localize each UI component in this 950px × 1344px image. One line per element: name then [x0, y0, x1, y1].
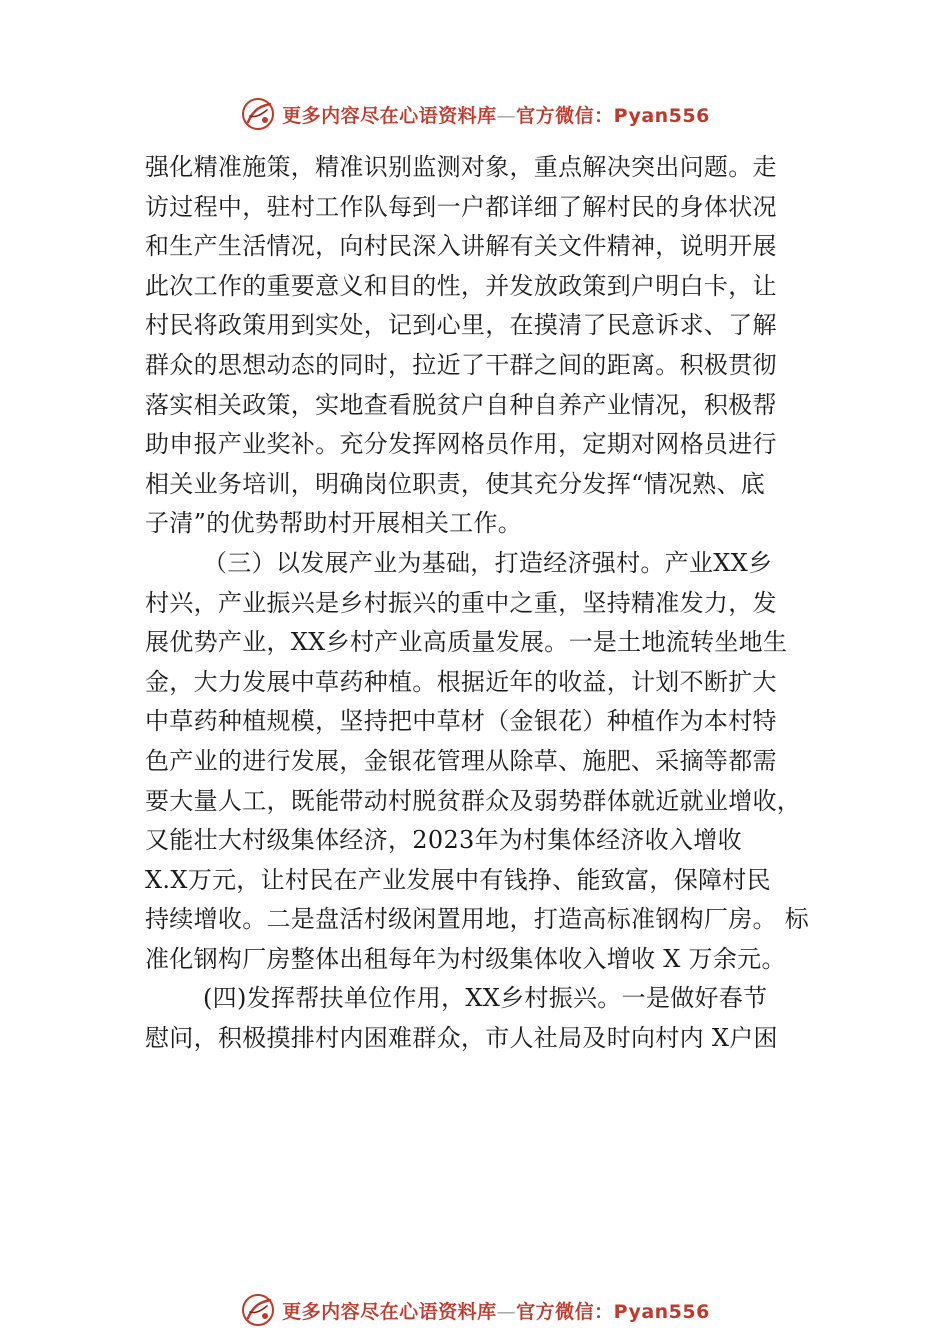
- text-line: 中草药种植规模，坚持把中草材（金银花）种植作为本村特: [145, 707, 777, 736]
- text-line: 慰问，积极摸排村内困难群众，市人社局及时向村内 X户困: [145, 1024, 778, 1053]
- text-line: 访过程中，驻村工作队每到一户都详细了解村民的身体状况: [145, 192, 777, 221]
- text-line: (四)发挥帮扶单位作用，XX乡村振兴。一是做好春节: [203, 984, 768, 1013]
- text-line: 子清”的优势帮助村开展相关工作。: [145, 509, 523, 538]
- footer-banner: [0, 1290, 950, 1330]
- site-name: 更多内容尽在心语资料库: [282, 1300, 497, 1323]
- library-logo-icon: [240, 96, 276, 132]
- text-line: 准化钢构厂房整体出租每年为村级集体收入增收 X 万余元。: [145, 944, 786, 973]
- text-line: 群众的思想动态的同时，拉近了干群之间的距离。积极贯彻: [145, 350, 777, 379]
- text-line: 此次工作的重要意义和目的性，并发放政策到户明白卡，让: [145, 271, 777, 300]
- text-line: 相关业务培训，明确岗位职责，使其充分发挥“情况熟、底: [145, 469, 766, 498]
- banner-text: [282, 1297, 710, 1324]
- header-banner: [0, 94, 950, 134]
- text-line: 又能壮大村级集体经济，2023年为村集体经济收入增收: [145, 826, 742, 855]
- text-line: （三）以发展产业为基础，打造经济强村。产业XX乡: [203, 548, 773, 577]
- text-line: X.X万元，让村民在产业发展中有钱挣、能致富，保障村民: [145, 865, 771, 894]
- text-line: 要大量人工，既能带动村脱贫群众及弱势群体就近就业增收，: [145, 786, 802, 815]
- banner-text: [282, 101, 710, 128]
- text-line: 展优势产业，XX乡村产业高质量发展。一是土地流转坐地生: [145, 628, 788, 657]
- text-line: 强化精准施策，精准识别监测对象，重点解决突出问题。走: [145, 153, 777, 181]
- text-line: 色产业的进行发展，金银花管理从除草、施肥、采摘等都需: [145, 746, 777, 775]
- banner-dash: —: [496, 104, 517, 127]
- text-line: 村民将政策用到实处，记到心里，在摸清了民意诉求、了解: [145, 311, 777, 340]
- text-line: 村兴，产业振兴是乡村振兴的重中之重，坚持精准发力，发: [145, 588, 777, 617]
- text-line: 助申报产业奖补。充分发挥网格员作用，定期对网格员进行: [145, 430, 777, 459]
- document-body: [145, 148, 825, 1059]
- text-line: 持续增收。二是盘活村级闲置用地，打造高标准钢构厂房。 标: [145, 905, 810, 934]
- site-name: 更多内容尽在心语资料库: [282, 104, 497, 127]
- text-line: 金，大力发展中草药种植。根据近年的收益，计划不断扩大: [145, 667, 777, 696]
- banner-dash: —: [496, 1300, 517, 1323]
- library-logo-icon: [240, 1292, 276, 1328]
- text-line: 和生产生活情况，向村民深入讲解有关文件精神，说明开展: [145, 232, 777, 261]
- text-line: 落实相关政策，实地查看脱贫户自种自养产业情况，积极帮: [145, 390, 777, 419]
- wechat-id: 官方微信：Pyan556: [516, 1300, 710, 1323]
- wechat-id: 官方微信：Pyan556: [516, 104, 710, 127]
